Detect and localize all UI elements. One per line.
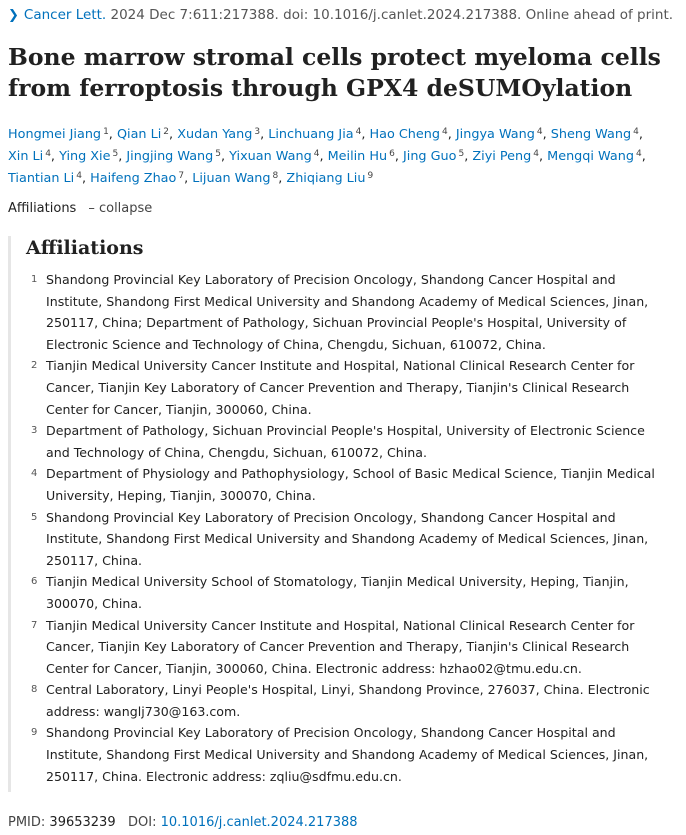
affiliation-text: Tianjin Medical University Cancer Institute and Hospital, National Clinical Research Center for Cancer, Tianjin Key Laboratory of Cancer Prevention and Therapy, Tianjin's Clinical Research Center for Cancer, Tianjin, 300060, China. Electronic address: hzhao02@tmu.edu.cn. bbox=[46, 617, 635, 676]
affiliation-number: 1 bbox=[31, 274, 38, 285]
affiliation-text: Tianjin Medical University Cancer Institute and Hospital, National Clinical Research Center for Cancer, Tianjin Key Laboratory of Cancer Prevention and Therapy, Tianjin's Clinical Research Center for Cancer, Tianjin, 300060, China. bbox=[46, 358, 635, 417]
affiliations-panel bbox=[8, 236, 680, 792]
affiliation-number: 6 bbox=[31, 576, 38, 588]
author-item: Xudan Yang $^3$, bbox=[177, 127, 265, 142]
author-name-link[interactable]: Ziyi Peng bbox=[472, 148, 532, 164]
affiliation-text: Tianjin Medical University School of Stomatology, Tianjin Medical University, Heping, Tianjin, 300070, China. bbox=[46, 574, 629, 611]
author-affiliation-ref[interactable]: 4 bbox=[536, 127, 543, 137]
affiliation-item bbox=[11, 420, 671, 463]
affiliation-item bbox=[11, 615, 671, 680]
author-name-link[interactable]: Zhiqiang Liu bbox=[286, 170, 366, 186]
author-name-link[interactable]: Xudan Yang bbox=[177, 127, 253, 142]
author-item: Ziyi Peng $^4$, bbox=[472, 148, 544, 164]
author-item: Yixuan Wang $^4$, bbox=[229, 148, 324, 164]
author-name-link[interactable]: Jingya Wang bbox=[455, 127, 535, 142]
affiliation-item bbox=[11, 679, 671, 722]
author-affiliation-ref[interactable]: 1 bbox=[103, 127, 109, 137]
author-item: Linchuang Jia $^4$, bbox=[268, 127, 366, 142]
affiliations-toggle bbox=[8, 200, 152, 218]
author-item: Ying Xie $^5$, bbox=[59, 148, 123, 164]
author-affiliation-ref[interactable]: 4 bbox=[533, 148, 539, 159]
affiliation-text: Shandong Provincial Key Laboratory of Precision Oncology, Shandong Cancer Hospital and Institute, Shandong First Medical University and Shandong Academy of Medical Sciences, Jinan, 250117, China. bbox=[46, 509, 649, 568]
affiliations-list bbox=[11, 269, 671, 787]
author-name-link[interactable]: Qian Li bbox=[116, 127, 162, 142]
affiliations-heading: Affiliations bbox=[26, 237, 144, 259]
author-name-link[interactable]: Xin Li bbox=[8, 148, 44, 164]
article-title: Bone marrow stromal cells protect myeloma cells from ferroptosis through GPX4 deSUMOylation bbox=[8, 43, 661, 102]
author-affiliation-ref[interactable]: 4 bbox=[313, 148, 320, 159]
doi-label: DOI: bbox=[128, 815, 157, 830]
author-affiliation-ref[interactable]: 8 bbox=[272, 170, 279, 181]
affiliation-number: 7 bbox=[31, 619, 38, 631]
author-name-link[interactable]: Sheng Wang bbox=[550, 127, 632, 142]
chevron-right-icon[interactable]: ❯ bbox=[8, 8, 19, 23]
journal-link[interactable]: Cancer Lett. bbox=[23, 7, 107, 23]
author-item: Haifeng Zhao $^7$, bbox=[90, 170, 189, 186]
author-name-link[interactable]: Jing Guo bbox=[402, 148, 457, 164]
author-item: Tiantian Li $^4$, bbox=[8, 170, 87, 186]
affiliation-number: 5 bbox=[31, 511, 38, 523]
author-name-link[interactable]: Haifeng Zhao bbox=[90, 170, 177, 186]
author-name-link[interactable]: Yixuan Wang bbox=[229, 148, 312, 164]
affiliation-item bbox=[11, 722, 671, 787]
affiliation-text: Shandong Provincial Key Laboratory of Precision Oncology, Shandong Cancer Hospital and Institute, Shandong First Medical University and Shandong Academy of Medical Sciences, Jinan, 250117, China; Department of Pathology, Sichuan Provincial People's Hospital, University of Electronic Science and Technology of China, Chengdu, Sichuan, 610072, China. bbox=[46, 272, 649, 352]
collapse-button[interactable]: – collapse bbox=[88, 201, 153, 216]
affiliation-text: Department of Pathology, Sichuan Provincial People's Hospital, University of Electronic Science and Technology of China, Chengdu, Sichuan, 610072, China. bbox=[46, 423, 645, 460]
affiliation-item bbox=[11, 507, 671, 572]
author-name-link[interactable]: Mengqi Wang bbox=[547, 148, 634, 164]
author-name-link[interactable]: Hongmei Jiang bbox=[8, 127, 102, 142]
doi-link[interactable]: 10.1016/j.canlet.2024.217388 bbox=[160, 815, 358, 830]
author-item: Jing Guo $^5$, bbox=[402, 148, 469, 164]
author-name-link[interactable]: Meilin Hu bbox=[327, 148, 388, 164]
affiliation-number: 2 bbox=[31, 360, 38, 372]
author-affiliation-ref[interactable]: 3 bbox=[254, 127, 261, 137]
author-affiliation-ref[interactable]: 6 bbox=[389, 148, 395, 159]
author-item: Qian Li $^2$, bbox=[116, 127, 174, 142]
author-affiliation-ref[interactable]: 4 bbox=[45, 148, 51, 159]
author-item: Mengqi Wang $^4$, bbox=[547, 148, 646, 164]
author-item: Jingya Wang $^4$, bbox=[455, 127, 547, 142]
identifiers bbox=[8, 814, 358, 832]
author-name-link[interactable]: Jingjing Wang bbox=[126, 148, 214, 164]
author-item: Lijuan Wang $^8$, bbox=[192, 170, 283, 186]
author-list bbox=[8, 124, 680, 189]
author-affiliation-ref[interactable]: 5 bbox=[112, 148, 119, 159]
author-item: Jingjing Wang $^5$, bbox=[126, 148, 226, 164]
author-affiliation-ref[interactable]: 7 bbox=[178, 170, 185, 181]
author-name-link[interactable]: Hao Cheng bbox=[369, 127, 441, 142]
author-name-link[interactable]: Tiantian Li bbox=[8, 170, 75, 186]
affiliation-number: 9 bbox=[31, 727, 38, 739]
pmid-value: 39653239 bbox=[49, 815, 116, 830]
affiliation-number: 3 bbox=[31, 425, 38, 437]
author-affiliation-ref[interactable]: 4 bbox=[442, 127, 448, 137]
affiliation-number: 8 bbox=[31, 684, 38, 696]
author-item: Hao Cheng $^4$, bbox=[369, 127, 452, 142]
affiliation-item bbox=[11, 355, 671, 420]
author-affiliation-ref[interactable]: 5 bbox=[458, 148, 465, 159]
affiliations-toggle-label: Affiliations bbox=[8, 201, 77, 216]
citation-line bbox=[8, 6, 673, 25]
affiliation-text: Shandong Provincial Key Laboratory of Precision Oncology, Shandong Cancer Hospital and Institute, Shandong First Medical University and Shandong Academy of Medical Sciences, Jinan, 250117, China. Electronic address: zqliu@sdfmu.edu.cn. bbox=[46, 725, 649, 784]
affiliation-text: Department of Physiology and Pathophysiology, School of Basic Medical Science, Tianjin Medical University, Heping, Tianjin, 300070, China. bbox=[46, 466, 655, 503]
affiliation-item bbox=[11, 269, 671, 355]
author-affiliation-ref[interactable]: 2 bbox=[163, 127, 170, 137]
author-affiliation-ref[interactable]: 4 bbox=[355, 127, 362, 137]
pmid-label: PMID: bbox=[8, 815, 46, 830]
author-item: Hongmei Jiang $^1$, bbox=[8, 127, 113, 142]
author-name-link[interactable]: Lijuan Wang bbox=[192, 170, 271, 186]
affiliation-number: 4 bbox=[31, 468, 38, 480]
citation-details: 2024 Dec 7:611:217388. doi: 10.1016/j.canlet.2024.217388. Online ahead of print. bbox=[110, 7, 674, 23]
author-affiliation-ref[interactable]: 5 bbox=[215, 148, 222, 159]
author-item: Sheng Wang $^4$, bbox=[550, 127, 643, 142]
affiliation-text: Central Laboratory, Linyi People's Hospital, Linyi, Shandong Province, 276037, China. Electronic address: wanglj730@163.com. bbox=[46, 682, 650, 719]
author-item bbox=[286, 171, 373, 186]
author-affiliation-ref[interactable]: 4 bbox=[635, 148, 642, 159]
affiliation-item bbox=[11, 463, 671, 506]
author-item: Xin Li $^4$, bbox=[8, 148, 55, 164]
author-affiliation-ref[interactable]: 4 bbox=[76, 170, 82, 181]
author-affiliation-ref[interactable]: 4 bbox=[633, 127, 639, 137]
affiliation-item bbox=[11, 571, 671, 614]
author-name-link[interactable]: Linchuang Jia bbox=[268, 127, 354, 142]
author-affiliation-ref[interactable]: 9 bbox=[367, 170, 374, 181]
author-name-link[interactable]: Ying Xie bbox=[59, 148, 111, 164]
collapse-label: collapse bbox=[98, 201, 153, 216]
author-item: Meilin Hu $^6$, bbox=[327, 148, 399, 164]
